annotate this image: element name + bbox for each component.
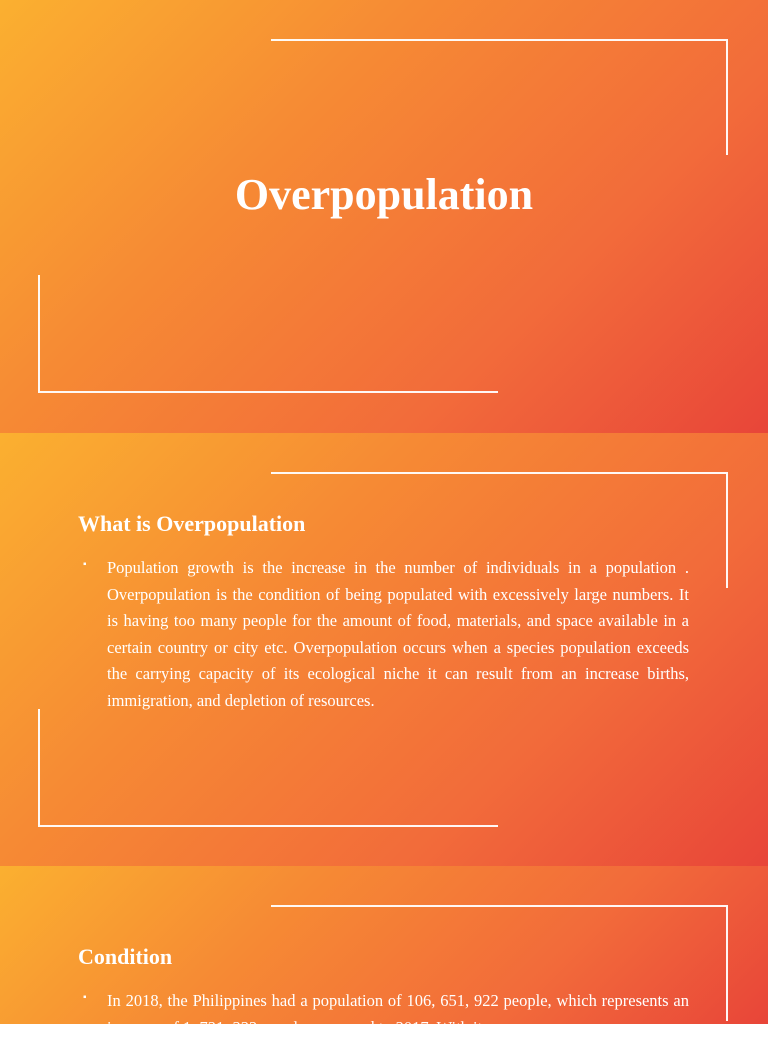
decorative-frame-bottom-left (38, 275, 498, 393)
definition-slide (0, 433, 768, 866)
bullet-square-icon: ▪ (83, 559, 87, 570)
bullet-item (83, 988, 689, 1041)
bullet-square-icon: ▪ (83, 992, 87, 1003)
title-slide (0, 0, 768, 433)
bullet-text: In 2018, the Philippines had a population of 106, 651, 922 people, which represents an increase of 1, 731, 332 people compared to 2017. With its (107, 991, 689, 1037)
decorative-frame-top-right (271, 39, 728, 155)
slide-title: Overpopulation (234, 170, 534, 219)
condition-slide (0, 866, 768, 1037)
section-heading: Condition (78, 944, 173, 969)
decorative-frame-bottom-left (38, 709, 498, 827)
section-heading: What is Overpopulation (78, 511, 306, 536)
bullet-item (83, 555, 689, 714)
bullet-text: Population growth is the increase in the number of individuals in a population . Overpopulation is the condition of being populated with excessively large numbers. It is having too many people for the amount of food, materials, and space available in a certain country or city etc. Overpopulation occurs when a species population exceeds the carrying capacity of its ecological niche it can result from an increase births, immigration, and depletion of resources. (107, 558, 689, 710)
